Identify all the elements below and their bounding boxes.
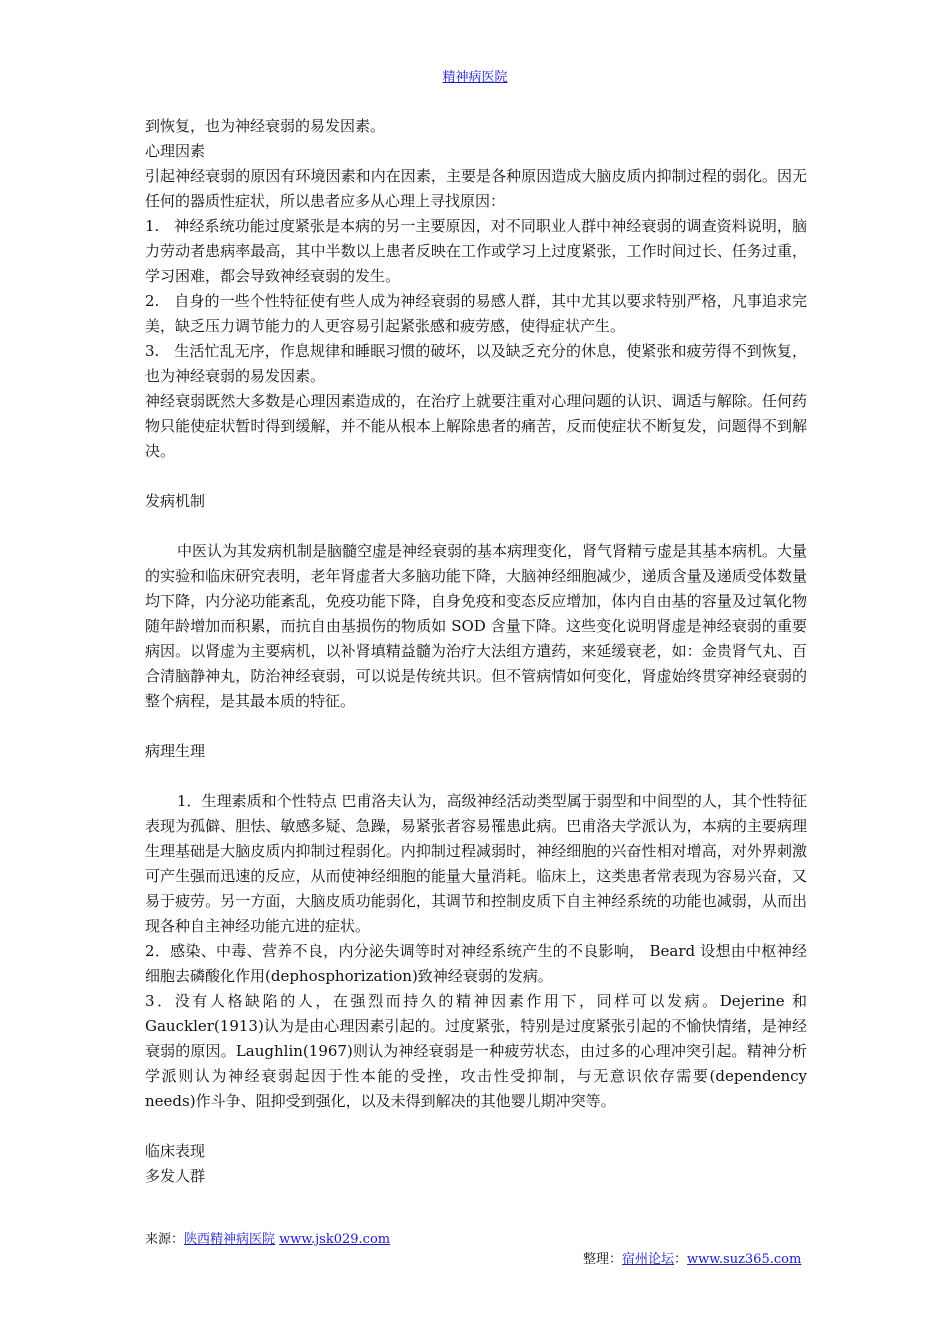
footer-editor bbox=[583, 1248, 801, 1267]
paragraph: 到恢复，也为神经衰弱的易发因素。 bbox=[145, 117, 386, 135]
section-heading-population: 多发人群 bbox=[145, 1167, 206, 1185]
paragraph: 中医认为其发病机制是脑髓空虚是神经衰弱的基本病理变化，肾气肾精亏虚是其基本病机。大量的实验和临床研究表明，老年肾虚者大多脑功能下降，大脑神经细胞减少，递质含量及递质受体数量均下降，内分泌功能紊乱，免疫功能下降，自身免疫和变态反应增加，体内自由基的容量及过氧化物随年龄增加而积累，而抗自由基损伤的物质如 SOD 含量下降。这些变化说明肾虚是神经衰弱的重要病因。以肾虚为主要病机，以补肾填精益髓为治疗大法组方遣药，来延缓衰老，如：金贵肾气丸、百合清脑静神丸，防治神经衰弱，可以说是传统共识。但不管病情如何变化，肾虚始终贯穿神经衰弱的整个病程，是其最本质的特征。 bbox=[145, 542, 808, 710]
paragraph: 2．感染、中毒、营养不良，内分泌失调等时对神经系统产生的不良影响， Beard 设想由中枢神经细胞去磷酸化作用(dephosphorization)致神经衰弱的发病。 bbox=[145, 942, 807, 985]
paragraph: 1．生理素质和个性特点 巴甫洛夫认为，高级神经活动类型属于弱型和中间型的人，其个性特征表现为孤僻、胆怯、敏感多疑、急躁，易紧张者容易罹患此病。巴甫洛夫学派认为，本病的主要病理生理基础是大脑皮质内抑制过程弱化。内抑制过程减弱时，神经细胞的兴奋性相对增高，对外界刺激可产生强而迅速的反应，从而使神经细胞的能量大量消耗。临床上，这类患者常表现为容易兴奋，又易于疲劳。另一方面，大脑皮质功能弱化，其调节和控制皮质下自主神经系统的功能也减弱，从而出现各种自主神经功能亢进的症状。 bbox=[145, 792, 807, 935]
paragraph: 2. 自身的一些个性特征使有些人成为神经衰弱的易感人群，其中尤其以要求特别严格，凡事追求完美，缺乏压力调节能力的人更容易引起紧张感和疲劳感，使得症状产生。 bbox=[145, 292, 807, 335]
section-heading-mechanism: 发病机制 bbox=[145, 492, 206, 510]
section-heading-pathophysiology: 病理生理 bbox=[145, 742, 206, 760]
source-site-link[interactable]: 陕西精神病医院 bbox=[184, 1232, 276, 1247]
header-link[interactable]: 精神病医院 bbox=[442, 70, 508, 85]
footer-source bbox=[145, 1228, 390, 1247]
editor-separator: ： bbox=[674, 1252, 688, 1267]
editor-label: 整理： bbox=[583, 1252, 623, 1267]
page-header bbox=[0, 66, 950, 85]
editor-url-link[interactable]: www.suz365.com bbox=[687, 1252, 802, 1267]
source-label: 来源： bbox=[145, 1232, 185, 1247]
source-url-link[interactable]: www.jsk029.com bbox=[279, 1232, 391, 1247]
editor-site-link[interactable]: 宿州论坛 bbox=[622, 1252, 675, 1267]
paragraph: 神经衰弱既然大多数是心理因素造成的，在治疗上就要注重对心理问题的认识、调适与解除。任何药物只能使症状暂时得到缓解，并不能从根本上解除患者的痛苦，反而使症状不断复发，问题得不到解决。 bbox=[145, 392, 807, 460]
section-heading-psychological: 心理因素 bbox=[145, 142, 206, 160]
article-body bbox=[145, 114, 807, 1189]
paragraph: 3. 生活忙乱无序，作息规律和睡眠习惯的破坏，以及缺乏充分的休息，使紧张和疲劳得不到恢复，也为神经衰弱的易发因素。 bbox=[145, 342, 807, 385]
paragraph: 引起神经衰弱的原因有环境因素和内在因素，主要是各种原因造成大脑皮质内抑制过程的弱化。因无任何的器质性症状，所以患者应多从心理上寻找原因： bbox=[145, 167, 807, 210]
paragraph: 3．没有人格缺陷的人，在强烈而持久的精神因素作用下，同样可以发病。Dejerine 和 Gauckler(1913)认为是由心理因素引起的。过度紧张，特别是过度紧张引起的不愉快情绪，是神经衰弱的原因。Laughlin(1967)则认为神经衰弱是一种疲劳状态，由过多的心理冲突引起。精神分析学派则认为神经衰弱起因于性本能的受挫，攻击性受抑制，与无意识依存需要(dependency needs)作斗争、阻抑受到强化，以及未得到解决的其他婴儿期冲突等。 bbox=[145, 992, 807, 1110]
paragraph: 1. 神经系统功能过度紧张是本病的另一主要原因，对不同职业人群中神经衰弱的调查资料说明，脑力劳动者患病率最高，其中半数以上患者反映在工作或学习上过度紧张，工作时间过长、任务过重，学习困难，都会导致神经衰弱的发生。 bbox=[145, 217, 807, 285]
section-heading-clinical: 临床表现 bbox=[145, 1142, 206, 1160]
